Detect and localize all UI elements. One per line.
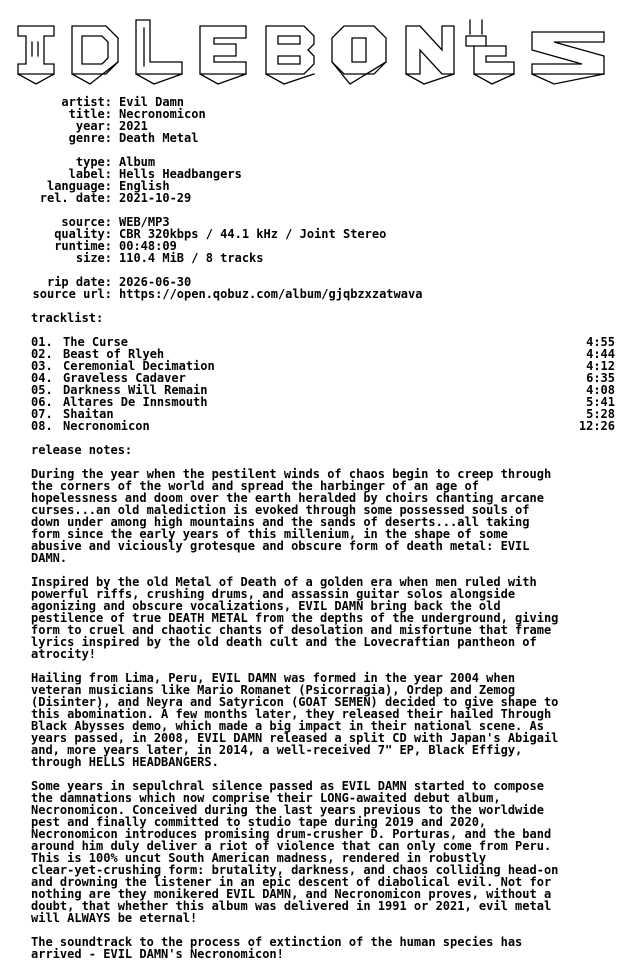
track-title: Beast of Rlyeh [63, 347, 165, 361]
meta-key: runtime: [54, 239, 112, 253]
note-line: hopelessness and doom over the earth heralded by choirs chanting arcane [31, 491, 544, 505]
note-line: pest and finally committed to studio tape during 2019 and 2020, [31, 815, 487, 829]
track-title: The Curse [63, 335, 129, 349]
source-url-link[interactable]: https://open.qobuz.com/album/gjqbzxzatwava [119, 287, 423, 301]
track-number: 06. [31, 395, 53, 409]
track-title: Necronomicon [63, 419, 150, 433]
note-line: pestilence of true DEATH METAL from the depths of the underground, giving [31, 611, 559, 625]
meta-value: 2021-10-29 [119, 191, 192, 205]
note-line: the corners of the world and spread the harbinger of an age of [31, 479, 479, 493]
meta-value: Necronomicon [119, 107, 206, 121]
note-line: form since the early years of this millenium, in the shape of some [31, 527, 508, 541]
meta-value: Album [119, 155, 156, 169]
meta-row [0, 252, 632, 264]
note-line: doubt, that whether this album was delivered in 1991 or 2021, evil metal [31, 899, 552, 913]
track-duration: 4:08 [586, 383, 615, 397]
note-line: the damnations which now comprise their LONG-awaited debut album, [31, 791, 501, 805]
track-title: Darkness Will Remain [63, 383, 208, 397]
meta-value: Hells Headbangers [119, 167, 242, 181]
note-line: During the year when the pestilent winds of chaos begin to creep through [31, 467, 552, 481]
meta-key: type: [75, 155, 112, 169]
meta-key: size: [75, 251, 112, 265]
note-line: this abomination. A few months later, they released their hailed Through [31, 707, 552, 721]
note-line: form to cruel and chaotic chants of desolation and misfortune that frame [31, 623, 552, 637]
track-duration: 5:41 [586, 395, 615, 409]
track-title: Graveless Cadaver [63, 371, 186, 385]
track-number: 04. [31, 371, 53, 385]
track-duration: 5:28 [586, 407, 615, 421]
note-line: and, more years later, in 2014, a well-received 7" EP, Black Effigy, [31, 743, 523, 757]
note-line: agonizing and obscure vocalizations, EVIL DAMN bring back the old [31, 599, 501, 613]
release-notes-heading: release notes: [31, 443, 133, 457]
note-line: around him duly deliver a riot of violence that can only come from Peru. [31, 839, 552, 853]
meta-row [0, 288, 632, 300]
note-line: arrived - EVIL DAMN's Necronomicon! [31, 947, 284, 961]
track-title: Altares De Innsmouth [63, 395, 208, 409]
meta-key: source url: [32, 287, 112, 301]
meta-key: source: [61, 215, 112, 229]
track-number: 07. [31, 407, 53, 421]
note-line: clear-yet-crushing form: brutality, darkness, and chaos colliding head-on [31, 863, 559, 877]
meta-value: CBR 320kbps / 44.1 kHz / Joint Stereo [119, 227, 387, 241]
track-duration: 4:12 [586, 359, 615, 373]
note-line: down under among high mountains and the sands of deserts...all taking [31, 515, 530, 529]
meta-key: label: [68, 167, 112, 181]
note-line: Some years in sepulchral silence passed as EVIL DAMN started to compose [31, 779, 544, 793]
note-line: Hailing from Lima, Peru, EVIL DAMN was formed in the year 2004 when [31, 671, 516, 685]
track-number: 02. [31, 347, 53, 361]
note-line: atrocity! [31, 647, 97, 661]
track-title: Shaitan [63, 407, 114, 421]
meta-value: English [119, 179, 170, 193]
track-number: 03. [31, 359, 53, 373]
meta-value: WEB/MP3 [119, 215, 170, 229]
note-line: curses...an old malediction is evoked through some possessed souls of [31, 503, 530, 517]
meta-value: Evil Damn [119, 95, 185, 109]
note-line: nothing are they monikered EVIL DAMN, and Necronomicon proves, without a [31, 887, 552, 901]
note-line: Necronomicon introduces promising drum-crusher D. Porturas, and the band [31, 827, 552, 841]
meta-key: artist: [61, 95, 112, 109]
tracklist-heading: tracklist: [31, 311, 104, 325]
track-number: 05. [31, 383, 53, 397]
meta-key: rel. date: [39, 191, 112, 205]
meta-value: Death Metal [119, 131, 199, 145]
note-line: This is 100% uncut South American madness, rendered in robustly [31, 851, 487, 865]
note-line: through HELLS HEADBANGERS. [31, 755, 219, 769]
track-duration: 6:35 [586, 371, 615, 385]
note-line: Inspired by the old Metal of Death of a golden era when men ruled with [31, 575, 537, 589]
note-line: lyrics inspired by the old death cult and the Lovecraftian pantheon of [31, 635, 537, 649]
meta-row [0, 132, 632, 144]
track-duration: 4:44 [586, 347, 615, 361]
meta-value: 110.4 MiB / 8 tracks [119, 251, 264, 265]
meta-key: genre: [68, 131, 112, 145]
note-line: abusive and viciously grotesque and obscure form of death metal: EVIL [31, 539, 530, 553]
note-line: powerful riffs, crushing drums, and assassin guitar solos alongside [31, 587, 516, 601]
note-line: years passed, in 2008, EVIL DAMN released a split CD with Japan's Abigail [31, 731, 559, 745]
meta-key: language: [46, 179, 112, 193]
note-line: DAMN. [31, 551, 68, 565]
meta-value: 00:48:09 [119, 239, 177, 253]
track-number: 01. [31, 335, 53, 349]
note-line: will ALWAYS be eternal! [31, 911, 198, 925]
meta-key: year: [75, 119, 112, 133]
track-row [0, 420, 632, 432]
note-line: Necronomicon. Conceived during the last years previous to the worldwide [31, 803, 544, 817]
note-line: Black Abysses demo, which made a big impact in their national scene. As [31, 719, 544, 733]
meta-value: 2021 [119, 119, 148, 133]
track-duration: 12:26 [578, 419, 615, 433]
meta-value: 2026-06-30 [119, 275, 192, 289]
idlebones-ascii-logo [14, 16, 618, 88]
note-line: (Disinter), and Neyra and Satyricon (GOAT SEMEN) decided to give shape to [31, 695, 559, 709]
track-number: 08. [31, 419, 53, 433]
note-line: The soundtrack to the process of extinction of the human species has [31, 935, 523, 949]
meta-key: title: [68, 107, 112, 121]
track-title: Ceremonial Decimation [63, 359, 215, 373]
meta-row [0, 192, 632, 204]
note-line: veteran musicians like Mario Romanet (Psicorragia), Ordep and Zemog [31, 683, 516, 697]
track-duration: 4:55 [586, 335, 615, 349]
note-line: and drowning the listener in an epic descent of diabolical evil. Not for [31, 875, 552, 889]
meta-key: quality: [54, 227, 112, 241]
meta-key: rip date: [46, 275, 112, 289]
